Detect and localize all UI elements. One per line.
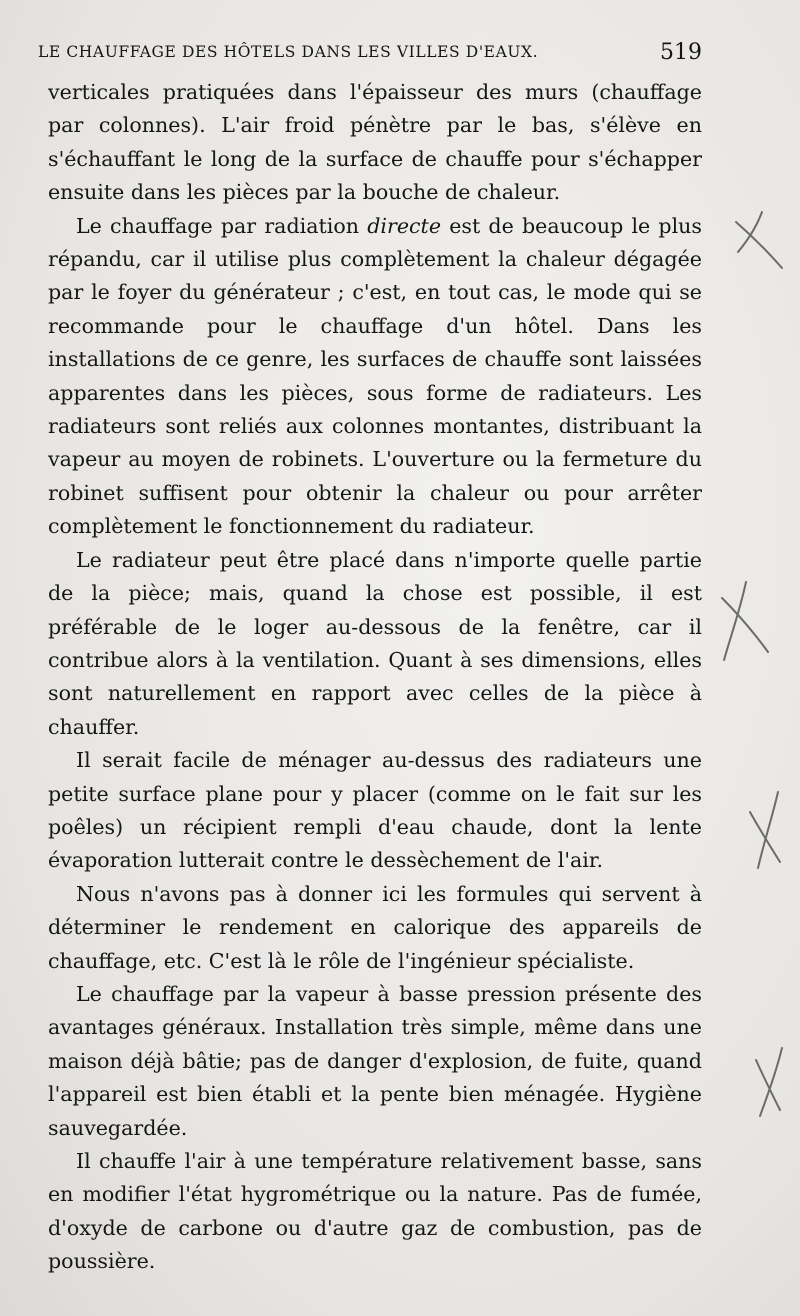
paragraph-3: [48, 544, 702, 744]
pencil-x-mark-3: [750, 792, 780, 868]
page-header: [38, 34, 702, 70]
pencil-x-mark-1: [736, 212, 782, 268]
text-segment: Le chauffage par radiation: [76, 213, 368, 238]
italic-text: directe: [367, 213, 442, 238]
text-segment: Il serait facile de ménager au-dessus des radiateurs une petite surface plane pour y placer (comme on le fait sur les poêles) un récipient rempli d'eau chaude, dont la lente évaporation lutterait contre le dessèchement de l'air.: [48, 748, 702, 873]
text-segment: est de beaucoup le plus répandu, car il utilise plus complètement la chaleur dégagée par le foyer du générateur ; c'est, en tout cas, le mode qui se recommande pour le chauffage d'un hôtel. Dans les installations de ce genre, les surfaces de chauffe sont laissées apparentes dans les pièces, sous forme de radiateurs. Les radiateurs sont reliés aux colonnes montantes, distribuant la vapeur au moyen de robinets. L'ouverture ou la fermeture du robinet suffisent pour obtenir la chaleur ou pour arrêter complètement le fonctionnement du radiateur.: [48, 213, 703, 539]
page-number: 519: [660, 39, 702, 65]
text-segment: verticales pratiquées dans l'épaisseur des murs (chauffage par colonnes). L'air froid pénètre par le bas, s'élève en s'échauffant le long de la surface de chauffe pour s'échapper ensuite dans les pièces par la bouche de chaleur.: [48, 80, 702, 205]
paragraph-7: [48, 1145, 702, 1279]
running-title: LE CHAUFFAGE DES HÔTELS DANS LES VILLES D'EAUX.: [38, 43, 539, 61]
body-text: [48, 76, 702, 1279]
paragraph-4: [48, 744, 702, 878]
paragraph-2: [48, 210, 702, 544]
paragraph-5: [48, 878, 702, 978]
text-segment: Il chauffe l'air à une température relativement basse, sans en modifier l'état hygrométrique ou la nature. Pas de fumée, d'oxyde de carbone ou d'autre gaz de combustion, pas de poussière.: [48, 1149, 702, 1274]
paragraph-6: [48, 978, 702, 1145]
paragraph-1: [48, 76, 702, 210]
pencil-x-mark-2: [722, 582, 768, 660]
text-segment: Nous n'avons pas à donner ici les formules qui servent à déterminer le rendement en calorique des appareils de chauffage, etc. C'est là le rôle de l'ingénieur spécialiste.: [48, 881, 702, 973]
text-segment: Le chauffage par la vapeur à basse pression présente des avantages généraux. Installation très simple, même dans une maison déjà bâtie; pas de danger d'explosion, de fuite, quand l'appareil est bien établi et la pente bien ménagée. Hygiène sauvegardée.: [48, 981, 702, 1140]
pencil-x-mark-4: [756, 1048, 782, 1116]
text-segment: Le radiateur peut être placé dans n'importe quelle partie de la pièce; mais, quand la chose est possible, il est préférable de le loger au-dessous de la fenêtre, car il contribue alors à la ventilation. Quant à ses dimensions, elles sont naturellement en rapport avec celles de la pièce à chauffer.: [48, 547, 702, 739]
